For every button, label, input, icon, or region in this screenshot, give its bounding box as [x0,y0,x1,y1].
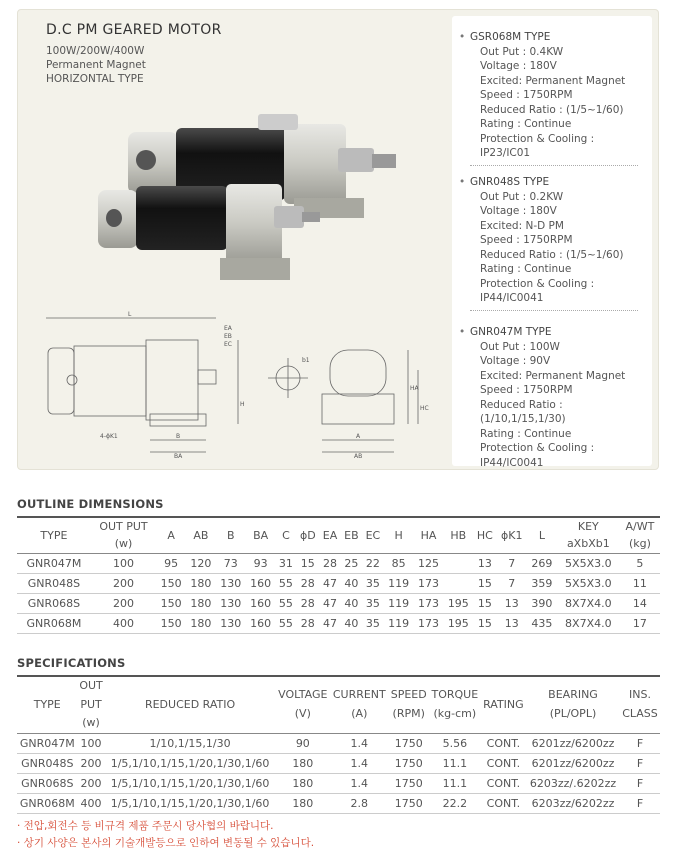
table-cell: 11.1 [442,756,468,770]
type-spec-line: Voltage : 180V [480,60,557,72]
label-l: L [128,311,132,318]
label-k1: 4-ϕK1 [100,433,118,440]
type-spec-line: Out Put : 0.2KW [480,190,564,203]
table-cell: 47 [323,616,337,630]
table-cell: 31 [278,556,293,570]
column-header: A [167,528,175,542]
table-cell: 2.8 [350,796,369,810]
table-cell: 22 [365,556,380,570]
table-cell: 15 [477,616,492,630]
table-cell: 1/10,1/15,1/30 [149,736,231,750]
type-spec-line: Rating : Continue [480,427,572,440]
table-cell: 160 [250,616,272,630]
table-cell: 120 [190,556,212,570]
table-cell: 11.1 [442,776,468,790]
table-cell: 180 [292,796,314,810]
type-spec-line: Rating : Continue [480,263,572,275]
table-cell: 119 [388,596,410,610]
table-cell: 1750 [394,736,423,750]
table-cell: 17 [632,616,647,630]
table-cell: CONT. [486,776,521,790]
table-cell: 435 [531,616,553,630]
table-cell: 15 [477,596,492,610]
type-spec-line: Protection & Cooling : [480,277,595,290]
table-cell: GNR068M [26,616,82,630]
table-cell: 13 [504,596,519,610]
table-row [17,613,660,633]
column-header: C [282,528,290,542]
table-cell: 173 [417,576,439,590]
table-cell: 40 [344,576,359,590]
table-cell: 150 [160,616,182,630]
table-cell [443,553,473,573]
table-cell: 55 [278,616,293,630]
outline-dimensions-table [17,516,660,634]
type-spec-line: IP23/IC01 [480,147,531,159]
label-h: H [240,401,245,408]
specifications-title: SPECIFICATIONS [17,656,126,670]
table-cell: 173 [417,596,439,610]
label-ea: EA [224,325,232,332]
type-spec-line: Voltage : 180V [480,205,557,217]
type-spec-line: Speed : 1750RPM [480,89,573,101]
subtitle-line: HORIZONTAL TYPE [46,73,144,85]
table-cell: 11 [632,576,647,590]
table-cell: 95 [164,556,179,570]
table-row [17,553,660,573]
column-header: INS. CLASS [622,688,658,720]
type-spec-line: Rating : Continue [480,118,572,130]
notes [17,818,314,852]
subtitle-line: Permanent Magnet [46,59,146,71]
column-header: HC [476,528,493,542]
table-row [17,773,660,793]
table-cell: 160 [250,596,272,610]
product-title: D.C PM GEARED MOTOR [46,22,222,38]
type-specs-sidebar [452,16,652,469]
table-cell: F [636,736,644,750]
table-cell: 55 [278,596,293,610]
table-cell: 13 [504,616,519,630]
table-cell: 73 [223,556,238,570]
table-cell: 47 [323,576,337,590]
table-cell: 8X7X4.0 [565,616,612,630]
type-spec-line: Out Put : 100W [480,340,560,353]
column-header: OUT PUT (w) [99,520,148,551]
table-row [17,793,660,813]
column-header: A/WT (kg) [625,520,655,551]
table-cell: GNR048S [27,576,81,590]
product-subtitle [46,44,146,86]
type-spec-line: IP44/IC0041 [480,456,544,469]
column-header: REDUCED RATIO [144,697,236,711]
table-cell: 15 [477,576,492,590]
label-ba: BA [174,453,183,460]
table-cell: 100 [112,556,134,570]
column-header: L [538,528,545,542]
label-ab: AB [354,453,363,460]
column-header: BA [253,528,269,542]
dimension-drawing [38,310,438,460]
table-cell: F [636,796,644,810]
table-cell: 55 [278,576,293,590]
column-header: H [394,528,403,542]
type-spec-line: Excited: Permanent Magnet [480,369,626,382]
table-cell: 5X5X3.0 [565,576,612,590]
note-line: · 상기 사양은 본사의 기술개발등으로 인하여 변동될 수 있습니다. [17,837,315,849]
table-cell: 400 [112,616,134,630]
column-header: BEARING (PL/OPL) [548,688,598,720]
table-cell: 173 [417,616,439,630]
type-name: • GNR047M TYPE [470,325,645,340]
table-cell: 200 [80,776,102,790]
table-cell: 28 [300,576,315,590]
table-cell: 359 [531,576,553,590]
column-header: RATING [483,697,524,711]
type-name: • GSR068M TYPE [470,30,645,45]
table-cell: 1/5,1/10,1/15,1/20,1/30,1/60 [110,796,270,810]
type-spec-line: Protection & Cooling : [480,132,595,145]
table-cell: 6201zz/6200zz [531,736,615,750]
table-cell: 269 [531,556,553,570]
table-cell: GNR047M [19,736,75,750]
table-cell: 160 [250,576,272,590]
table-cell: 180 [292,756,314,770]
table-cell: 1750 [394,776,423,790]
table-cell: 40 [344,616,359,630]
table-cell: 180 [190,576,212,590]
table-cell: GNR068S [27,596,81,610]
subtitle-line: 100W/200W/400W [46,45,145,57]
table-cell: 180 [190,616,212,630]
type-block [470,325,645,470]
table-cell: GNR068M [19,796,75,810]
table-cell: 1/5,1/10,1/15,1/20,1/30,1/60 [110,776,270,790]
table-cell: 1/5,1/10,1/15,1/20,1/30,1/60 [110,756,270,770]
table-cell: 90 [295,736,310,750]
column-header: HB [450,528,467,542]
column-header: ϕK1 [501,528,523,542]
table-cell: 1750 [394,796,423,810]
label-ha: HA [410,385,419,392]
table-cell: 13 [477,556,492,570]
table-cell: 390 [531,596,553,610]
table-cell: 6203zz/6202zz [531,796,615,810]
specifications-table [17,675,660,814]
table-cell: 5X5X3.0 [565,556,612,570]
table-cell: 1750 [394,756,423,770]
table-cell: 195 [447,596,469,610]
table-cell: 40 [344,596,359,610]
table-row [17,733,660,753]
column-header: TYPE [33,697,61,711]
label-b: B [176,433,181,440]
table-cell: 35 [365,596,380,610]
type-spec-line: Protection & Cooling : [480,442,595,454]
table-header-row [17,517,660,553]
table-cell: 5 [636,556,644,570]
table-cell: 150 [160,596,182,610]
table-cell: 130 [220,576,242,590]
table-cell: 130 [220,596,242,610]
table-cell: 6203zz/.6202zz [529,776,617,790]
column-header: SPEED (RPM) [390,688,427,720]
column-header: CURRENT (A) [332,688,386,720]
column-header: HA [420,528,437,542]
table-cell: 130 [220,616,242,630]
table-cell: GNR068S [21,776,74,790]
table-cell: CONT. [486,796,521,810]
type-spec-line: Reduced Ratio : [480,398,563,411]
table-cell: 22.2 [442,796,468,810]
table-cell: 85 [391,556,406,570]
table-cell: 1.4 [350,776,369,790]
table-cell: 35 [365,616,380,630]
label-a: A [356,433,361,440]
table-cell: 93 [253,556,268,570]
note-line: · 전압,회전수 등 비규격 제품 주문시 당사협의 바랍니다. [17,820,274,832]
table-cell: 35 [365,576,380,590]
table-cell [443,573,473,593]
table-cell: 119 [388,616,410,630]
table-cell: GNR047M [26,556,82,570]
table-cell: GNR048S [21,756,74,770]
type-spec-line: Excited: Permanent Magnet [480,74,626,87]
divider [470,161,638,166]
divider [470,306,638,311]
type-block [470,175,645,311]
type-block [470,30,645,166]
table-cell: 1.4 [350,736,369,750]
type-spec-line: Excited: N-D PM [480,219,564,232]
label-b1: b1 [302,357,310,364]
table-row [17,593,660,613]
label-eb: EB [224,333,232,340]
table-cell: 14 [632,596,647,610]
table-cell: 25 [344,556,359,570]
table-cell: 200 [80,756,102,770]
type-name: • GNR048S TYPE [470,175,645,190]
table-cell: 28 [300,596,315,610]
table-cell: 200 [112,596,134,610]
column-header: B [226,528,235,542]
table-cell: 400 [80,796,102,810]
type-spec-line: IP44/IC0041 [480,292,544,304]
label-ec: EC [224,341,232,348]
table-cell: F [636,776,644,790]
column-header: OUT PUT (w) [79,679,103,729]
outline-dimensions-title: OUTLINE DIMENSIONS [17,497,164,511]
table-cell: 47 [323,596,337,610]
table-cell: 28 [323,556,337,570]
table-cell: 100 [80,736,102,750]
table-cell: 119 [388,576,410,590]
table-cell: 200 [112,576,134,590]
table-cell: 195 [447,616,469,630]
table-cell: 28 [300,616,315,630]
table-cell: 180 [190,596,212,610]
table-cell: 150 [160,576,182,590]
column-header: ϕD [299,528,316,542]
type-spec-line: (1/10,1/15,1/30) [480,413,566,425]
table-header-row [17,676,660,733]
type-spec-line: Reduced Ratio : (1/5~1/60) [480,248,624,261]
table-cell: 180 [292,776,314,790]
type-spec-line: Out Put : 0.4KW [480,45,564,58]
table-cell: 15 [300,556,315,570]
table-cell: 6201zz/6200zz [531,756,615,770]
table-cell: F [636,756,644,770]
column-header: EB [344,528,359,542]
type-spec-line: Voltage : 90V [480,355,551,367]
label-hc: HC [420,405,429,412]
type-spec-line: Speed : 1750RPM [480,234,573,246]
table-cell: CONT. [486,756,521,770]
column-header: AB [193,528,209,542]
table-cell: 7 [508,576,516,590]
table-cell: 7 [508,556,516,570]
motor-photo [88,102,418,292]
table-row [17,573,660,593]
type-spec-line: Reduced Ratio : (1/5~1/60) [480,103,624,116]
column-header: KEY aXbXb1 [566,520,610,551]
column-header: EC [365,528,381,542]
table-row [17,753,660,773]
product-panel [17,9,659,470]
table-cell: 1.4 [350,756,369,770]
table-cell: 5.56 [442,736,468,750]
table-cell: CONT. [486,736,521,750]
column-header: VOLTAGE (V) [278,688,328,720]
column-header: EA [322,528,338,542]
column-header: TYPE [40,528,68,542]
table-cell: 8X7X4.0 [565,596,612,610]
table-cell: 125 [417,556,439,570]
type-spec-line: Speed : 1750RPM [480,384,573,396]
column-header: TORQUE (kg-cm) [431,688,479,720]
